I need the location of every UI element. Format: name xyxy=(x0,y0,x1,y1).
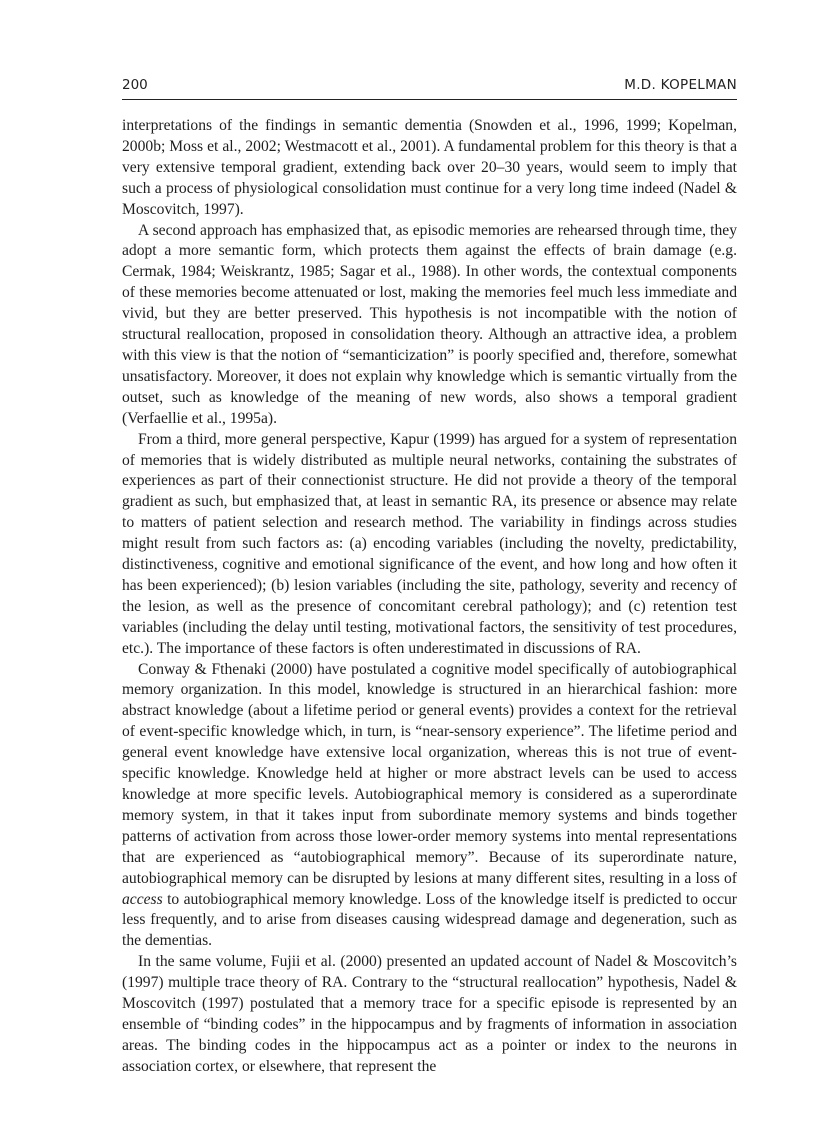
paragraph-4 xyxy=(122,660,737,953)
paragraph-5: In the same volume, Fujii et al. (2000) presented an updated account of Nadel & Moscovitch’s (1997) multiple trace theory of RA. Contrary to the “structural reallocation” hypothesis, Nadel & Moscovitch (1997) postulated that a memory trace for a specific episode is represented by an ensemble of “binding codes” in the hippocampus and by fragments of information in association areas. The binding codes in the hippocampus act as a pointer or index to the neurons in association cortex, or elsewhere, that represent the xyxy=(122,953,737,1075)
emphasis-access: access xyxy=(122,890,163,908)
page-number: 200 xyxy=(122,77,148,93)
running-head xyxy=(122,77,737,97)
body-text xyxy=(122,116,737,1078)
paragraph-4-text-after: to autobiographical memory knowledge. Loss of the knowledge itself is predicted to occur less frequently, and to arise from diseases causing widespread damage and degeneration, such as the dementias. xyxy=(122,890,737,950)
paragraph-4-text-before: Conway & Fthenaki (2000) have postulated a cognitive model specifically of autobiographical memory organization. In this model, knowledge is structured in an hierarchical fashion: more abstract knowledge (about a lifetime period or general events) provides a context for the retrieval of event-specific knowledge which, in turn, is “near-sensory experience”. The lifetime period and general event knowledge have extensive local organization, whereas this is not true of event-specific knowledge. Knowledge held at higher or more abstract levels can be used to access knowledge at more specific levels. Autobiographical memory is considered as a superordinate memory system, in that it takes input from subordinate memory systems and binds together patterns of activation from across those lower-order memory systems into mental representations that are experienced as “autobiographical memory”. Because of its superordinate nature, autobiographical memory can be disrupted by lesions at many different sites, resulting in a loss of xyxy=(122,660,737,887)
paragraph-1: interpretations of the findings in semantic dementia (Snowden et al., 1996, 1999; Kopelman, 2000b; Moss et al., 2002; Westmacott et al., 2001). A fundamental problem for this theory is that a very extensive temporal gradient, extending back over 20–30 years, would seem to imply that such a process of physiological consolidation must continue for a very long time indeed (Nadel & Moscovitch, 1997). xyxy=(122,117,737,218)
running-head-author: M.D. KOPELMAN xyxy=(624,77,737,93)
paragraph-3: From a third, more general perspective, Kapur (1999) has argued for a system of representation of memories that is widely distributed as multiple neural networks, containing the substrates of experiences as part of their connectionist structure. He did not provide a theory of the temporal gradient as such, but emphasized that, at least in semantic RA, its presence or absence may relate to matters of patient selection and research method. The variability in findings across studies might result from such factors as: (a) encoding variables (including the novelty, predictability, distinctiveness, cognitive and emotional significance of the event, and how long and how often it has been experienced); (b) lesion variables (including the site, pathology, severity and recency of the lesion, as well as the presence of concomitant cerebral pathology); and (c) retention test variables (including the delay until testing, motivational factors, the sensitivity of test procedures, etc.). The importance of these factors is often underestimated in discussions of RA. xyxy=(122,430,737,657)
header-rule xyxy=(122,99,737,100)
paragraph-2: A second approach has emphasized that, as episodic memories are rehearsed through time, they adopt a more semantic form, which protects them against the effects of brain damage (e.g. Cermak, 1984; Weiskrantz, 1985; Sagar et al., 1988). In other words, the contextual components of these memories become attenuated or lost, making the memories feel much less immediate and vivid, but they are better preserved. This hypothesis is not incompatible with the notion of structural reallocation, proposed in consolidation theory. Although an attractive idea, a problem with this view is that the notion of “semanticization” is poorly specified and, therefore, somewhat unsatisfactory. Moreover, it does not explain why knowledge which is semantic virtually from the outset, such as knowledge of the meaning of new words, also shows a temporal gradient (Verfaellie et al., 1995a). xyxy=(122,221,737,427)
